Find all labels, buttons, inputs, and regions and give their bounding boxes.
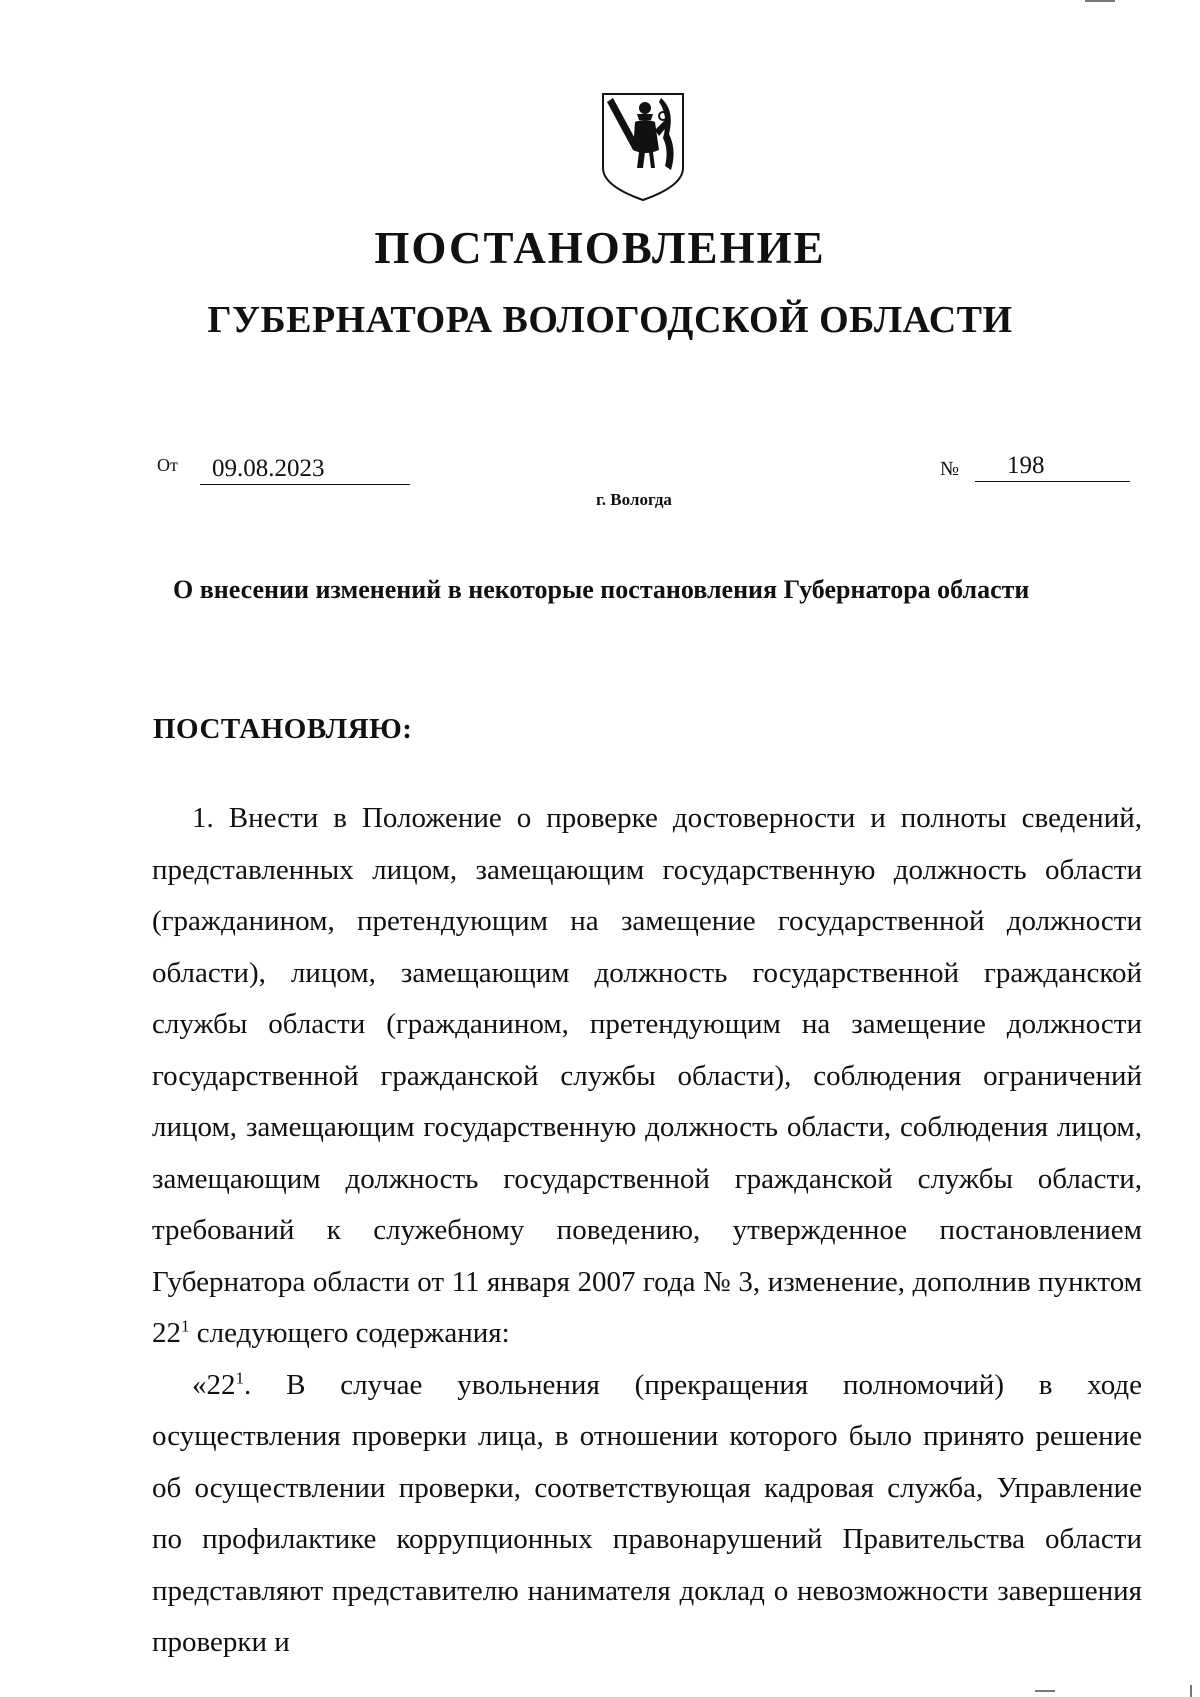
coat-of-arms-emblem — [599, 90, 687, 202]
paragraph-1-text: 1. Внести в Положение о проверке достоверности и полноты сведений, представленных лицом, замещающим государственную должность области (гражданином, претендующим на замещение государственной должности области), лицом, замещающим должность государственной гражданской службы области (гражданином, претендующим на замещение должности государственной гражданской службы области), соблюдения ограничений лицом, замещающим государственную должность области, соблюдения лицом, замещающим должность государственной гражданской службы области, требований к служебному поведению, утвержденное постановлением Губернатора области от 11 января 2007 года № 3, изменение, дополнив пунктом 22 — [152, 802, 1142, 1349]
number-value: 198 — [975, 452, 1130, 482]
date-value: 09.08.2023 — [200, 455, 410, 485]
date-label: От — [157, 455, 178, 475]
paragraph-1 — [152, 793, 1142, 1360]
document-subject: О внесении изменений в некоторые постановления Губернатора области — [173, 575, 1030, 604]
paragraph-1-tail: следующего содержания: — [189, 1317, 510, 1349]
document-body — [152, 793, 1142, 1669]
document-title: ПОСТАНОВЛЕНИЕ — [374, 223, 826, 273]
number-label: № — [940, 458, 960, 480]
scan-mark-top-right — [1085, 0, 1115, 2]
scan-mark-bottom-right — [1190, 1685, 1192, 1697]
scan-mark-bottom-middle — [1035, 1690, 1055, 1692]
paragraph-2-text: . В случае увольнения (прекращения полномочий) в ходе осуществления проверки лица, в отношении которого было принято решение об осуществлении проверки, соответствующая кадровая служба, Управление по профилактике коррупционных правонарушений Правительства области представляют представителю нанимателя доклад о невозможности завершения проверки и — [152, 1368, 1142, 1658]
document-subtitle: ГУБЕРНАТОРА ВОЛОГОДСКОЙ ОБЛАСТИ — [207, 299, 1013, 341]
paragraph-2 — [152, 1360, 1142, 1669]
decree-word: ПОСТАНОВЛЯЮ: — [153, 713, 413, 745]
paragraph-1-sup: 1 — [181, 1316, 190, 1336]
city-name: г. Вологда — [596, 490, 672, 509]
paragraph-2-lead: «22 — [192, 1368, 236, 1401]
paragraph-2-sup: 1 — [235, 1367, 244, 1387]
